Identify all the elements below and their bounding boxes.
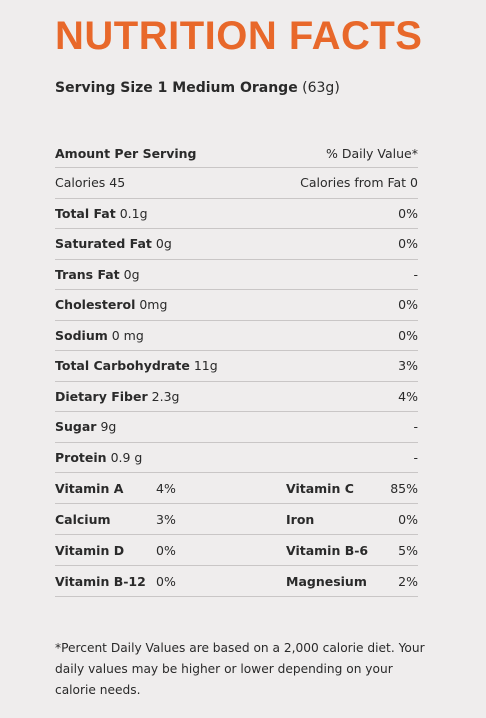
- serving-size-label: Serving Size 1 Medium Orange: [55, 80, 298, 96]
- nutrient-amount: 0 mg: [111, 327, 144, 343]
- vitamin-row: [55, 504, 418, 535]
- daily-value-label: % Daily Value*: [325, 146, 418, 161]
- amount-per-serving-label: Amount Per Serving: [55, 146, 197, 161]
- vitamin-row: [55, 473, 418, 504]
- nutrient-name: Saturated Fat: [55, 236, 152, 252]
- nutrient-row: [55, 199, 418, 230]
- nutrient-row: [55, 412, 418, 443]
- calories-from-fat: Calories from Fat 0: [300, 175, 418, 191]
- vitamin-value: 2%: [398, 574, 418, 589]
- table-header-row: [55, 140, 418, 168]
- vitamin-name: Vitamin D: [55, 543, 125, 558]
- vitamin-value: 85%: [390, 481, 418, 496]
- vitamin-row: [55, 535, 418, 566]
- vitamin-name: Calcium: [55, 512, 111, 527]
- page-title: NUTRITION FACTS: [55, 14, 423, 58]
- vitamin-value: 3%: [156, 512, 176, 527]
- serving-size-amount: (63g): [302, 80, 340, 96]
- nutrient-row: [55, 321, 418, 352]
- nutrient-daily-value: -: [413, 449, 418, 465]
- nutrient-name: Cholesterol: [55, 297, 136, 313]
- nutrient-amount: 11g: [193, 358, 218, 374]
- serving-size: [55, 80, 340, 96]
- nutrient-name: Total Carbohydrate: [55, 358, 190, 374]
- nutrient-amount: 9g: [100, 419, 117, 435]
- nutrient-daily-value: 4%: [398, 388, 418, 404]
- nutrient-row: [55, 290, 418, 321]
- vitamin-name: Vitamin B-6: [286, 543, 369, 558]
- nutrient-name: Protein: [55, 449, 107, 465]
- nutrient-daily-value: 0%: [398, 297, 418, 313]
- nutrient-row: [55, 229, 418, 260]
- vitamin-row: [55, 566, 418, 597]
- nutrient-amount: 2.3g: [151, 388, 180, 404]
- vitamin-value: 4%: [156, 481, 176, 496]
- vitamin-value: 0%: [156, 543, 176, 558]
- vitamin-value: 0%: [398, 512, 418, 527]
- nutrient-daily-value: -: [413, 266, 418, 282]
- vitamin-name: Iron: [286, 512, 315, 527]
- nutrition-table: [55, 140, 418, 597]
- nutrient-daily-value: -: [413, 419, 418, 435]
- nutrient-row: [55, 382, 418, 413]
- nutrient-amount: 0.9 g: [110, 449, 143, 465]
- vitamin-name: Vitamin A: [55, 481, 124, 496]
- nutrient-amount: 0g: [123, 266, 140, 282]
- nutrient-row: [55, 351, 418, 382]
- footnote: *Percent Daily Values are based on a 2,000 calorie diet. Your daily values may be higher or lower depending on your calorie needs.: [55, 641, 425, 697]
- calories-label: Calories 45: [55, 175, 126, 191]
- nutrient-daily-value: 0%: [398, 327, 418, 343]
- nutrient-name: Sugar: [55, 419, 97, 435]
- nutrient-daily-value: 3%: [398, 358, 418, 374]
- calories-row: [55, 168, 418, 199]
- nutrient-name: Trans Fat: [55, 266, 120, 282]
- vitamin-name: Vitamin C: [286, 481, 354, 496]
- vitamin-name: Vitamin B-12: [55, 574, 146, 589]
- nutrient-amount: 0.1g: [119, 205, 148, 221]
- nutrient-amount: 0g: [155, 236, 172, 252]
- vitamin-name: Magnesium: [286, 574, 367, 589]
- nutrient-name: Sodium: [55, 327, 108, 343]
- nutrient-daily-value: 0%: [398, 205, 418, 221]
- nutrient-amount: 0mg: [139, 297, 168, 313]
- nutrient-name: Dietary Fiber: [55, 388, 148, 404]
- nutrient-daily-value: 0%: [398, 236, 418, 252]
- nutrient-row: [55, 260, 418, 291]
- vitamin-value: 5%: [398, 543, 418, 558]
- nutrient-row: [55, 443, 418, 474]
- nutrient-name: Total Fat: [55, 205, 116, 221]
- vitamin-value: 0%: [156, 574, 176, 589]
